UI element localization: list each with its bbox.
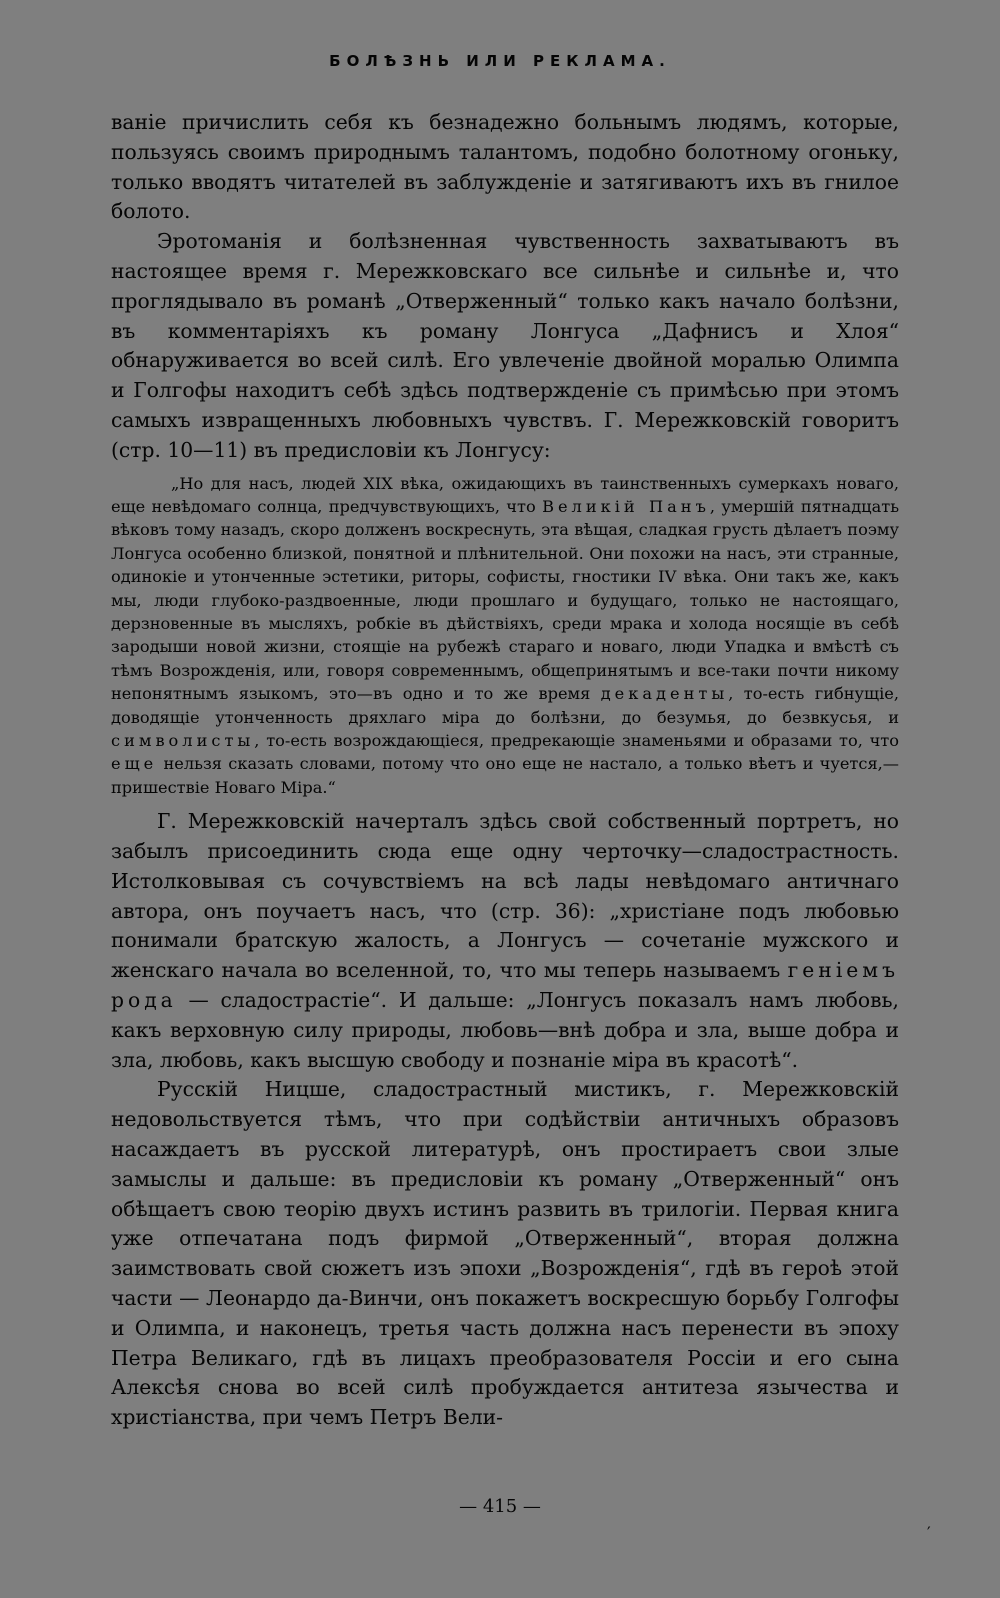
- block-quotation: [111, 472, 899, 800]
- emphasis-genius-of-kind: геніемъ рода: [111, 958, 899, 1013]
- paragraph-russian-nietzsche: Русскій Ницше, сладострастный мистикъ, г. Мережковскій недовольствуется тѣмъ, что при содѣйствіи античныхъ образовъ насаждаетъ въ русской литературѣ, онъ простираетъ свои злые замыслы и дальше: въ предисловіи къ роману „Отверженный“ онъ обѣщаетъ свою теорію двухъ истинъ развить въ трилогіи. Первая книга уже отпечатана подъ фирмой „Отверженный“, вторая должна заимствовать свой сюжетъ изъ эпохи „Возрожденія“, гдѣ въ героѣ этой части — Леонардо да-Винчи, онъ покажетъ воскресшую борьбу Голгофы и Олимпа, и наконецъ, третья часть должна насъ перенести въ эпоху Петра Великаго, гдѣ въ лицахъ преобразователя Россіи и его сына Алексѣя снова во всей силѣ пробуждается антитеза язычества и христіанства, при чемъ Петръ Вели-: [111, 1077, 899, 1430]
- running-title: БОЛѢЗНЬ ИЛИ РЕКЛАМА.: [329, 52, 671, 70]
- page-number: — 415 —: [459, 1496, 541, 1517]
- quote-emphasis-great-pan: Великій Панъ: [542, 496, 710, 516]
- text-block: [111, 108, 899, 1433]
- paragraph-part: Г. Мережковскій начерталъ здѣсь свой собственный портретъ, но забылъ присоединить сюда еще одну черточку—сладострастность. Истолковывая съ сочувствіемъ на всѣ лады невѣдомаго античнаго автора, онъ поучаетъ насъ, что (стр. 36): „христіане подъ любовью понимали братскую жалость, а Лонгусъ — сочетаніе мужского и женскаго начала во вселенной, то, что мы теперь называемъ: [111, 809, 899, 983]
- quote-emphasis-still: еще: [111, 754, 158, 774]
- paragraph-portrait: [111, 807, 899, 1075]
- paragraph-erotomania: Эротоманія и болѣзненная чувственность захватываютъ въ настоящее время г. Мережковскаго все сильнѣе и сильнѣе и, что проглядывало въ романѣ „Отверженный“ только какъ начало болѣзни, въ комментаріяхъ къ роману Лонгуса „Дафнисъ и Хлоя“ обнаруживается во всей силѣ. Его увлеченіе двойной моралью Олимпа и Голгофы находитъ себѣ здѣсь подтвержденіе съ примѣсью при этомъ самыхъ извращенныхъ любовныхъ чувствъ. Г. Мережковскій говоритъ (стр. 10—11) въ предисловіи къ Лонгусу:: [111, 229, 899, 462]
- margin-speck: ′: [927, 1523, 931, 1542]
- quote-part: нельзя сказать словами, потому что оно еще не настало, а только вѣетъ и чуется,—пришествіе Новаго Міра.“: [111, 754, 899, 797]
- paragraph-part: — сладострастіе“. И дальше: „Лонгусъ показалъ намъ любовь, какъ верховную силу природы, любовь—внѣ добра и зла, выше добра и зла, любовь, какъ высшую свободу и познаніе міра въ красотѣ“.: [111, 988, 899, 1072]
- quote-emphasis-decadents: декаденты: [600, 684, 729, 704]
- quote-part: , умершій пятнадцать вѣковъ тому назадъ, скоро долженъ воскреснуть, эта вѣщая, сладкая грусть дѣлаетъ поэму Лонгуса особенно близкой, понятной и плѣнительной. Они похожи на насъ, эти странные, одинокіе и утонченные эстетики, риторы, софисты, гностики IV вѣка. Они такъ же, какъ мы, люди глубоко-раздвоенные, люди прошлаго и будущаго, только не настоящаго, дерзновенные въ мысляхъ, робкіе въ дѣйствіяхъ, среди мрака и холода носящіе въ себѣ зародыши новой жизни, стоящіе на рубежѣ стараго и новаго, люди Упадка и вмѣстѣ съ тѣмъ Возрожденія, или, говоря современнымъ, общепринятымъ и все-таки почти никому непонятнымъ языкомъ, это—въ одно и то же время: [111, 496, 900, 704]
- quote-part: , то-есть гибнущіе, доводящіе утонченность дряхлаго міра до болѣзни, до безумья, до безвкусья, и: [111, 684, 899, 727]
- quote-part: „Но для насъ, людей XIX вѣка, ожидающихъ въ таинственныхъ сумеркахъ новаго, еще невѣдомаго солнца, предчувствующихъ, что: [111, 473, 899, 516]
- paragraph-continued: ваніе причислить себя къ безнадежно больнымъ людямъ, которые, пользуясь своимъ природнымъ талантомъ, подобно болотному огоньку, только вводятъ читателей въ заблужденіе и затягиваютъ ихъ въ гнилое болото.: [111, 110, 899, 224]
- quote-part: , то-есть возрождающіеся, предрекающіе знаменьями и образами то, что: [254, 731, 899, 751]
- quote-emphasis-symbolists: символисты: [111, 731, 255, 751]
